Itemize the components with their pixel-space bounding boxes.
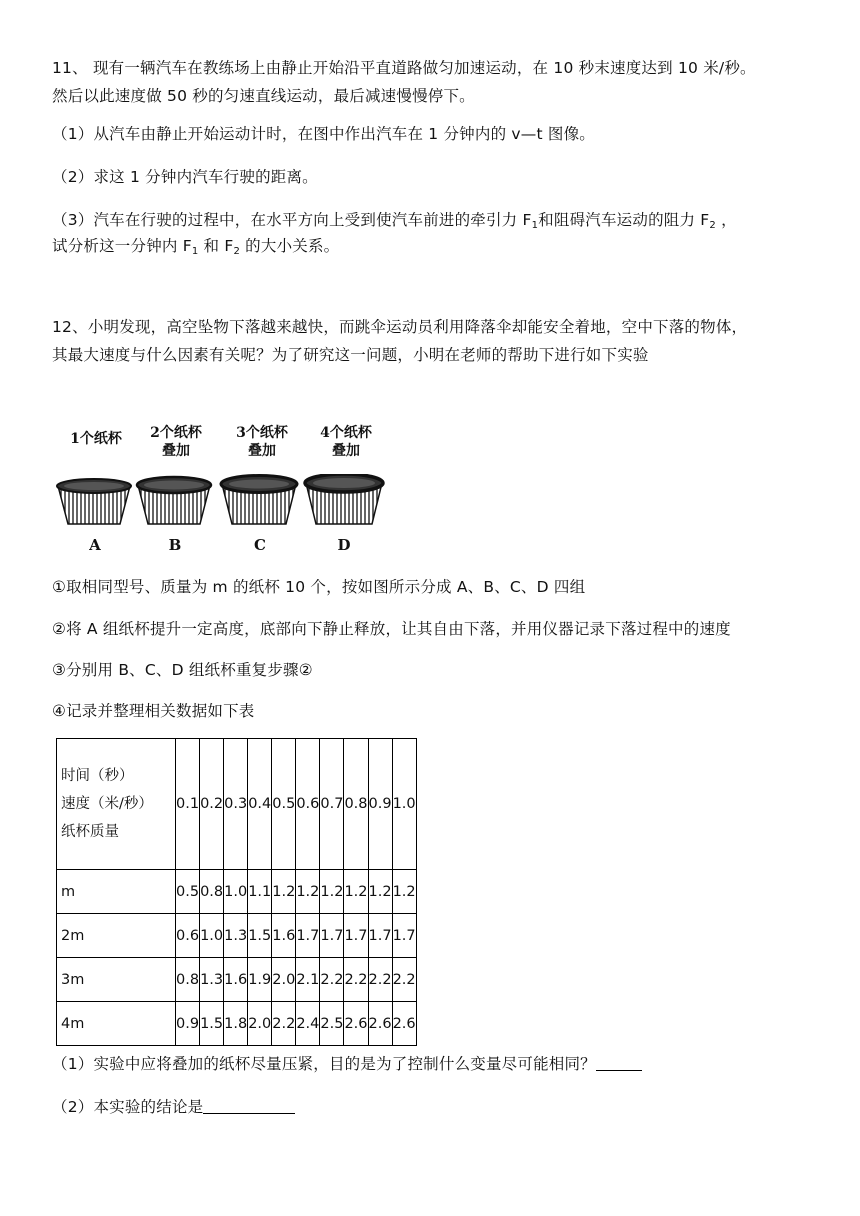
table-row [57, 914, 417, 958]
table-row [57, 958, 417, 1002]
speed-cell: 1.2 [296, 870, 320, 914]
time-cell: 0.8 [344, 739, 368, 870]
speed-cell: 2.5 [320, 1002, 344, 1046]
time-cell: 0.3 [224, 739, 248, 870]
speed-cell: 1.7 [392, 914, 416, 958]
q11-sub2: （2）求这 1 分钟内汽车行驶的距离。 [52, 168, 318, 186]
speed-cell: 1.6 [272, 914, 296, 958]
speed-cell: 1.0 [200, 914, 224, 958]
table-header-row [57, 739, 417, 870]
q11-sub3-text-c: ， [715, 211, 737, 229]
speed-cell: 1.5 [248, 914, 272, 958]
ask-2-text: （2）本实验的结论是 [52, 1098, 204, 1116]
cup-d-icon [305, 474, 383, 524]
speed-cell: 0.8 [200, 870, 224, 914]
speed-cell: 2.2 [272, 1002, 296, 1046]
speed-cell: 1.2 [392, 870, 416, 914]
cup-label-d: 4个纸杯 叠加 [320, 425, 372, 459]
cup-label-b: 2个纸杯 叠加 [150, 425, 202, 459]
speed-cell: 2.0 [248, 1002, 272, 1046]
q12-line1: 12、小明发现，高空坠物下落越来越快，而跳伞运动员利用降落伞却能安全着地，空中下落的物体， [52, 318, 748, 336]
mass-cell: 4m [57, 1002, 176, 1046]
speed-cell: 1.7 [368, 914, 392, 958]
time-cell: 1.0 [392, 739, 416, 870]
speed-cell: 1.2 [368, 870, 392, 914]
speed-cell: 2.4 [296, 1002, 320, 1046]
q11-sub3-line1 [52, 210, 737, 236]
q11-line2: 然后以此速度做 50 秒的匀速直线运动，最后减速慢慢停下。 [52, 87, 475, 105]
ask-1 [52, 1054, 642, 1074]
step-2: ②将 A 组纸杯提升一定高度，底部向下静止释放，让其自由下落，并用仪器记录下落过程中的速度 [52, 620, 731, 638]
time-cell: 0.4 [248, 739, 272, 870]
speed-cell: 1.3 [200, 958, 224, 1002]
mass-cell: 3m [57, 958, 176, 1002]
q11-sub3-text-b: 和阻碍汽车运动的阻力 F [538, 211, 710, 229]
q11-sub3-text-a: （3）汽车在行驶的过程中，在水平方向上受到使汽车前进的牵引力 F [52, 211, 532, 229]
speed-cell: 1.7 [296, 914, 320, 958]
step-1: ①取相同型号、质量为 m 的纸杯 10 个，按如图所示分成 A、B、C、D 四组 [52, 578, 586, 596]
speed-cell: 1.9 [248, 958, 272, 1002]
speed-cell: 2.2 [344, 958, 368, 1002]
time-cell: 0.1 [176, 739, 200, 870]
paper-cups-illustration [52, 474, 392, 534]
cup-b-icon [137, 477, 211, 524]
subscript-2: 2 [233, 246, 241, 257]
step-4: ④记录并整理相关数据如下表 [52, 702, 255, 720]
cup-letter-a: A [89, 536, 101, 554]
speed-cell: 2.2 [320, 958, 344, 1002]
table-header-label: 时间（秒） 速度（米/秒） 纸杯质量 [57, 739, 176, 870]
speed-cell: 2.6 [344, 1002, 368, 1046]
speed-cell: 1.5 [200, 1002, 224, 1046]
speed-cell: 0.8 [176, 958, 200, 1002]
cup-label-a: 1个纸杯 [70, 431, 122, 447]
answer-blank-2[interactable] [203, 1097, 295, 1114]
speed-cell: 1.1 [248, 870, 272, 914]
paper-cup-figure [52, 425, 392, 558]
time-cell: 0.6 [296, 739, 320, 870]
q11-sub3-text-d: 试分析这一分钟内 F [52, 237, 192, 255]
speed-cell: 2.6 [392, 1002, 416, 1046]
cup-letter-b: B [168, 536, 182, 554]
cup-a-icon [57, 479, 131, 524]
ask-1-text: （1）实验中应将叠加的纸杯尽量压紧，目的是为了控制什么变量尽可能相同？ [52, 1055, 596, 1073]
speed-cell: 2.2 [368, 958, 392, 1002]
q11-sub3-line2 [52, 236, 339, 262]
speed-cell: 1.7 [344, 914, 368, 958]
speed-cell: 1.0 [224, 870, 248, 914]
cup-letter-d: D [337, 536, 351, 554]
ask-2 [52, 1097, 295, 1117]
cup-label-c: 3个纸杯 叠加 [236, 425, 288, 459]
speed-cell: 1.2 [320, 870, 344, 914]
speed-cell: 0.9 [176, 1002, 200, 1046]
time-cell: 0.2 [200, 739, 224, 870]
speed-cell: 1.3 [224, 914, 248, 958]
speed-cell: 1.2 [344, 870, 368, 914]
cup-letter-c: C [254, 536, 266, 554]
q11-sub1: （1）从汽车由静止开始运动计时，在图中作出汽车在 1 分钟内的 v—t 图像。 [52, 125, 595, 143]
subscript-1: 1 [531, 220, 539, 231]
speed-cell: 0.6 [176, 914, 200, 958]
speed-cell: 2.1 [296, 958, 320, 1002]
speed-cell: 1.8 [224, 1002, 248, 1046]
q11-line1: 11、 现有一辆汽车在教练场上由静止开始沿平直道路做匀加速运动，在 10 秒末速度达到 10 米/秒。 [52, 59, 756, 77]
subscript-2: 2 [709, 220, 716, 231]
time-cell: 0.7 [320, 739, 344, 870]
table-row [57, 1002, 417, 1046]
q11-sub3-text-e: 和 F [198, 237, 234, 255]
time-cell: 0.5 [272, 739, 296, 870]
speed-cell: 1.6 [224, 958, 248, 1002]
q12-line2: 其最大速度与什么因素有关呢？为了研究这一问题，小明在老师的帮助下进行如下实验 [52, 346, 649, 364]
answer-blank-1[interactable] [596, 1054, 642, 1071]
data-table [56, 738, 417, 1046]
table-row [57, 870, 417, 914]
speed-cell: 1.7 [320, 914, 344, 958]
cup-c-icon [221, 476, 297, 525]
subscript-1: 1 [191, 246, 199, 257]
speed-cell: 2.6 [368, 1002, 392, 1046]
speed-cell: 0.5 [176, 870, 200, 914]
time-cell: 0.9 [368, 739, 392, 870]
q11-sub3-text-f: 的大小关系。 [240, 237, 340, 255]
step-3: ③分别用 B、C、D 组纸杯重复步骤② [52, 661, 313, 679]
speed-cell: 2.2 [392, 958, 416, 1002]
speed-cell: 2.0 [272, 958, 296, 1002]
speed-cell: 1.2 [272, 870, 296, 914]
mass-cell: m [57, 870, 176, 914]
mass-cell: 2m [57, 914, 176, 958]
